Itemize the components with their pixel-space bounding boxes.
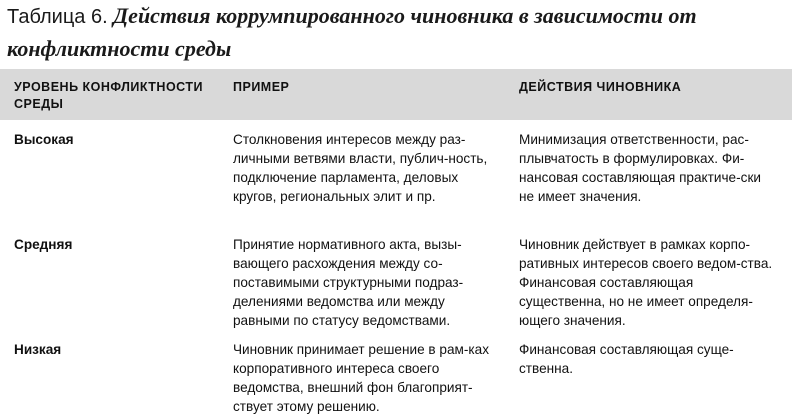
row-example: Столкновения интересов между раз-личными ветвями власти, публич-ность, подключение парламента, деловых кругов, региональных элит и пр. <box>233 132 488 204</box>
row-example: Принятие нормативного акта, вызы-вающего расхождения между со-поставимыми структурными подраз-делениями ведомства или между равными по статусу ведомствами. <box>233 237 464 328</box>
table-title: Действия коррумпированного чиновника в зависимости от конфликтности среды <box>7 3 697 61</box>
row-level: Низкая <box>14 342 62 357</box>
header-action: ДЕЙСТВИЯ ЧИНОВНИКА <box>519 80 682 94</box>
row-example: Чиновник принимает решение в рам-ках корпоративного интереса своего ведомства, внешний фон благоприят-ствует этому решению. <box>233 342 490 414</box>
row-level: Высокая <box>14 132 74 147</box>
row-action: Минимизация ответственности, рас-плывчатость в формулировках. Фи-нансовая составляющая практиче-ски не имеет значения. <box>519 132 761 204</box>
table-caption <box>7 0 787 64</box>
row-action: Финансовая составляющая суще-ственна. <box>519 342 734 376</box>
header-example: ПРИМЕР <box>233 80 290 94</box>
table-number: Таблица 6. <box>7 6 108 28</box>
row-action: Чиновник действует в рамках корпо-ративных интересов своего ведом-ства. Финансовая составляющая существенна, но не имеет определя-ющего значения. <box>519 237 773 328</box>
header-level: УРОВЕНЬ КОНФЛИКТНОСТИ СРЕДЫ <box>14 80 204 111</box>
table-header <box>0 69 792 120</box>
row-level: Средняя <box>14 237 73 252</box>
